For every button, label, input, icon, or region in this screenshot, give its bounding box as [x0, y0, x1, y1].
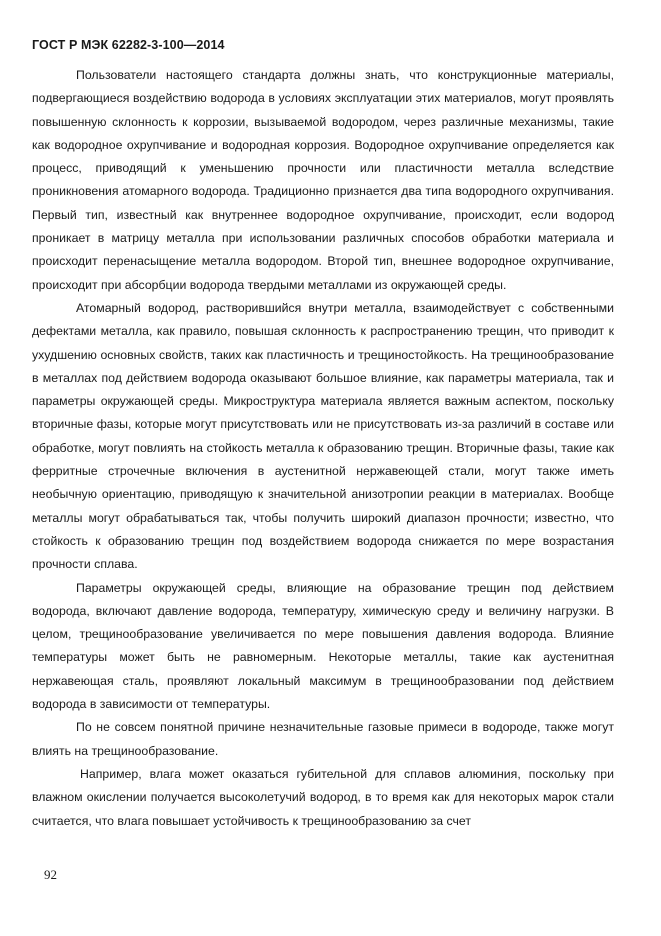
document-header: ГОСТ Р МЭК 62282-3-100—2014 [32, 38, 225, 52]
body-text [32, 64, 614, 833]
paragraph-environment-parameters: Параметры окружающей среды, влияющие на образование трещин под действием водорода, включают давление водорода, температуру, химическую среду и величину нагрузки. В целом, трещинообразование увеличивается по мере повышения давления водорода. Влияние температуры может быть не равномерным. Некоторые металлы, такие как аустенитная нержавеющая сталь, проявляют локальный максимум в трещинообразовании под действием водорода в зависимости от температуры. [32, 580, 614, 712]
paragraph-moisture-example: Например, влага может оказаться губительной для сплавов алюминия, поскольку при влажном окислении получается высоколетучий водород, в то время как для некоторых марок стали считается, что влага повышает устойчивость к трещинообразованию за счет [32, 766, 614, 828]
page-number: 92 [44, 867, 57, 882]
paragraph-gas-impurities: По не совсем понятной причине незначительные газовые примеси в водороде, также могут влиять на трещинообразование. [32, 720, 614, 758]
paragraph-atomic-hydrogen: Атомарный водород, растворившийся внутри металла, взаимодействует с собственными дефектами металла, как правило, повышая склонность к распространению трещин, что приводит к ухудшению основных свойств, таких как пластичность и трещиностойкость. На трещинообразование в металлах под действием водорода оказывают большое влияние, как параметры материала, так и параметры окружающей среды. Микроструктура материала является важным аспектом, поскольку вторичные фазы, которые могут присутствовать или не присутствовать из-за различий в составе или обработке, могут повлиять на стойкость металла к образованию трещин. Вторичные фазы, такие как ферритные строчечные включения в аустенитной нержавеющей стали, могут также иметь необычную ориентацию, приводящую к значительной анизотропии реакции в материалах. Вообще металлы могут обрабатываться так, чтобы получить широкий диапазон прочности; известно, что стойкость к образованию трещин под воздействием водорода снижается по мере возрастания прочности сплава. [32, 300, 614, 572]
paragraph-hydrogen-embrittlement: Пользователи настоящего стандарта должны знать, что конструкционные материалы, подвергающиеся воздействию водорода в условиях эксплуатации этих материалов, могут проявлять повышенную склонность к коррозии, вызываемой водородом, через различные механизмы, такие как водородное охрупчивание и водородная коррозия. Водородное охрупчивание определяется как процесс, приводящий к уменьшению прочности или пластичности металла вследствие проникновения атомарного водорода. Традиционно признается два типа водородного охрупчивания. Первый тип, известный как внутреннее водородное охрупчивание, происходит, если водород проникает в матрицу металла при использовании различных способов обработки материала и происходит перенасыщение металла водородом. Второй тип, внешнее водородное охрупчивание, происходит при абсорбции водорода твердыми металлами из окружающей среды. [32, 68, 614, 292]
